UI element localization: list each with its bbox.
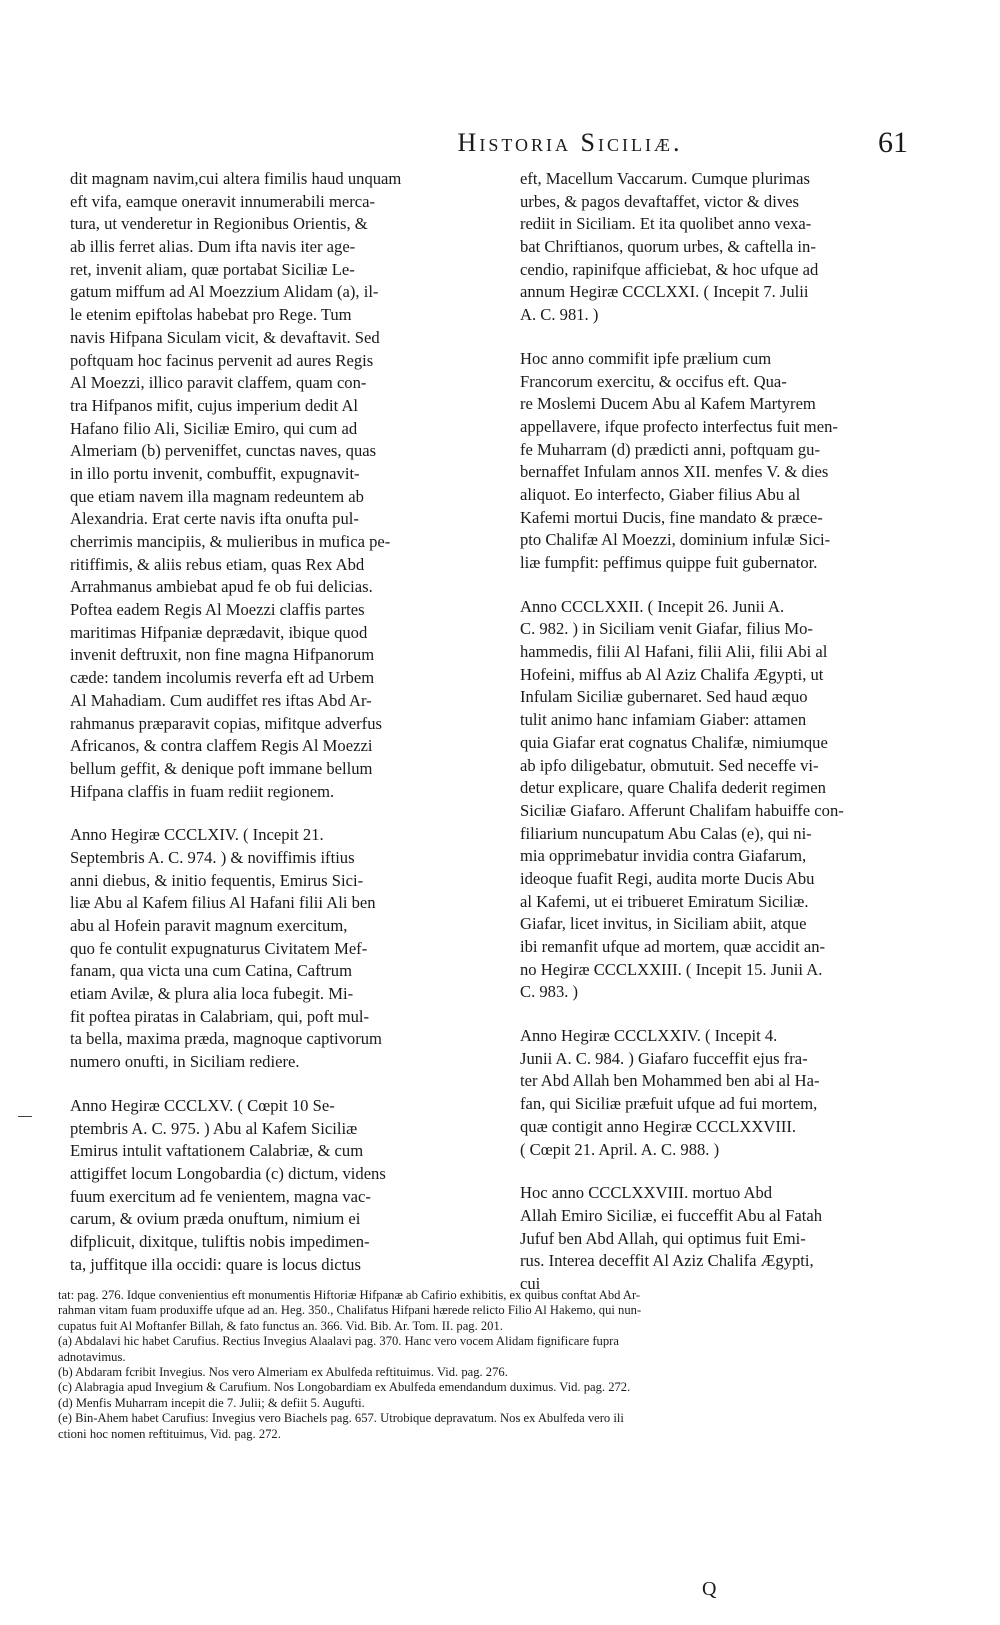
footnote-line: rahman vitam fuam produxiffe ufque ad an. Heg. 350., Chalifatus Hifpani hærede relicto Filio Al Hakemo, qui nun- <box>58 1303 642 1318</box>
page-number: 61 <box>878 126 908 159</box>
text-line: in illo portu invenit, combuffit, expugnavit- <box>70 463 360 483</box>
footnote-line: (c) Alabragia apud Invegium & Carufium. Nos Longobardiam ex Abulfeda emendandum duximus. Vid. pag. 272. <box>58 1380 631 1395</box>
margin-mark <box>18 1116 32 1117</box>
text-line: abu al Hofein paravit magnum exercitum, <box>70 916 348 935</box>
text-line: aliquot. Eo interfecto, Giaber filius Abu al <box>520 484 801 504</box>
text-line: invenit deftruxit, non fine magna Hifpanorum <box>70 645 375 665</box>
text-line: mia opprimebatur invidia contra Giafarum, <box>520 846 807 866</box>
text-line: ptembris A. C. 975. ) Abu al Kafem Siciliæ <box>70 1118 358 1138</box>
text-line: al Kafemi, ut ei tribueret Emiratum Siciliæ. <box>520 891 809 911</box>
text-line: re Moslemi Ducem Abu al Kafem Martyrem <box>520 394 816 414</box>
text-line: ta bella, maxima præda, magnoque captivorum <box>70 1029 382 1049</box>
text-line: Anno Hegiræ CCCLXXIV. ( Incepit 4. <box>520 1026 778 1046</box>
text-line: Hifpana claffis in fuam rediit regionem. <box>70 781 335 801</box>
footnotes-block <box>58 1288 943 1442</box>
text-line: cui <box>520 1273 541 1293</box>
text-line: liæ Abu al Kafem filius Al Hafani filii Ali ben <box>70 893 376 913</box>
footnote-line: cupatus fuit Al Moftanfer Billah, & fato functus an. 366. Vid. Bib. Ar. Tom. II. pag. 201. <box>58 1318 503 1333</box>
text-line: Africanos, & contra claffem Regis Al Moezzi <box>70 736 373 756</box>
text-line: C. 983. ) <box>520 982 579 1002</box>
text-line: Alexandria. Erat certe navis ifta onufta pul- <box>70 509 359 529</box>
text-line: C. 982. ) in Siciliam venit Giafar, filius Mo- <box>520 619 813 639</box>
text-line: ( Cœpit 21. April. A. C. 988. ) <box>520 1139 720 1159</box>
footnote-line: (e) Bin-Ahem habet Carufius: Invegius vero Biachels pag. 657. Utrobique depravatum. Nos ex Abulfeda vero ili <box>58 1411 624 1426</box>
text-line: poftquam hoc facinus pervenit ad aures Regis <box>70 350 374 370</box>
text-line: fit poftea piratas in Calabriam, qui, poft mul- <box>70 1006 370 1026</box>
text-line: fe Muharram (d) prædicti anni, poftquam gu- <box>520 439 820 459</box>
text-line: bernaffet Infulam annos XII. menfes V. & dies <box>520 462 829 482</box>
text-line: no Hegiræ CCCLXXIII. ( Incepit 15. Junii A. <box>520 959 823 979</box>
text-line: Anno Hegiræ CCCLXIV. ( Incepit 21. <box>70 825 324 845</box>
text-line: numero onufti, in Siciliam rediere. <box>70 1052 300 1072</box>
paragraph-gap <box>520 1004 930 1025</box>
text-line: Poftea eadem Regis Al Moezzi claffis partes <box>70 600 365 620</box>
text-line: ideoque fuafit Regi, audita morte Ducis Abu <box>520 868 815 888</box>
text-line: ibi remanfit ufque ad mortem, quæ accidit an- <box>520 937 826 956</box>
text-line: quia Giafar erat cognatus Chalifæ, nimiumque <box>520 732 828 752</box>
text-line: Hafano filio Ali, Siciliæ Emiro, qui cum ad <box>70 418 358 438</box>
text-line: ret, invenit aliam, quæ portabat Siciliæ Le- <box>70 259 355 279</box>
text-line: gatum miffum ad Al Moezzium Alidam (a), il- <box>70 282 379 302</box>
text-line: Arrahmanus ambiebat apud fe ob fui delicias. <box>70 577 373 597</box>
text-line: cherrimis mancipiis, & mulieribus in mufica pe- <box>70 532 391 551</box>
text-line: anni diebus, & initio fequentis, Emirus Sici- <box>70 870 364 890</box>
text-line: rahmanus præparavit copias, mifitque adverfus <box>70 713 382 733</box>
left-text-column <box>70 168 470 1276</box>
paragraph-gap <box>70 1074 470 1095</box>
footnote-line: ctioni hoc nomen reftituimus, Vid. pag. 272. <box>58 1426 281 1441</box>
paragraph-gap <box>520 575 930 596</box>
footnote-line: (d) Menfis Muharram incepit die 7. Julii; & defiit 5. Augufti. <box>58 1395 365 1410</box>
footnote-line: tat: pag. 276. Idque convenientius eft monumentis Hiftoriæ Hifpanæ ab Cafirio exhibitis, ex quibus conftat Abd Ar- <box>58 1288 641 1302</box>
text-line: quo fe contulit expugnaturus Civitatem Mef- <box>70 938 368 958</box>
text-line: Junii A. C. 984. ) Giafaro fucceffit ejus fra- <box>520 1048 808 1068</box>
text-line: fuum exercitum ad fe venientem, magna vac- <box>70 1186 371 1206</box>
text-line: quæ contigit anno Hegiræ CCCLXXVIII. <box>520 1116 797 1136</box>
text-line: etiam Avilæ, & plura alia loca fubegit. Mi- <box>70 984 354 1004</box>
text-line: fanam, qua victa una cum Catina, Caftrum <box>70 961 352 981</box>
text-line: Anno CCCLXXII. ( Incepit 26. Junii A. <box>520 596 785 616</box>
text-line: appellavere, ifque profecto interfectus fuit men- <box>520 416 838 436</box>
paragraph-gap <box>520 1161 930 1182</box>
text-line: ab illis ferret alias. Dum ifta navis iter age- <box>70 237 356 257</box>
text-line: Infulam Siciliæ gubernaret. Sed haud æquo <box>520 687 808 707</box>
text-line: Al Moezzi, illico paravit claffem, quam con- <box>70 373 367 393</box>
text-line: tra Hifpanos mifit, cujus imperium dedit Al <box>70 395 359 415</box>
text-line: attigiffet locum Longobardia (c) dictum, videns <box>70 1163 386 1183</box>
text-line: fan, qui Siciliæ præfuit ufque ad fui mortem, <box>520 1094 818 1114</box>
text-line: Septembris A. C. 974. ) & noviffimis iftius <box>70 847 355 867</box>
text-line: tura, ut venderetur in Regionibus Orientis, & <box>70 214 368 234</box>
footnote-line: adnotavimus. <box>58 1349 126 1364</box>
text-line: Almeriam (b) perveniffet, cunctas naves, quas <box>70 441 377 461</box>
text-line: maritimas Hifpaniæ deprædavit, ibique quod <box>70 622 368 642</box>
text-line: bat Chriftianos, quorum urbes, & caftella in- <box>520 237 816 257</box>
text-line: Siciliæ Giafaro. Afferunt Chalifam habuiffe con- <box>520 800 844 820</box>
text-line: Francorum exercitu, & occifus eft. Qua- <box>520 371 787 391</box>
text-line: que etiam navem illa magnam redeuntem ab <box>70 486 364 506</box>
text-line: pto Chalifæ Al Moezzi, dominium infulæ Sici- <box>520 530 831 550</box>
text-line: ter Abd Allah ben Mohammed ben abi al Ha- <box>520 1071 820 1091</box>
text-line: Allah Emiro Siciliæ, ei fucceffit Abu al Fatah <box>520 1205 823 1225</box>
text-line: Emirus intulit vaftationem Calabriæ, & cum <box>70 1141 364 1161</box>
text-line: Giafar, licet invitus, in Siciliam abiit, atque <box>520 914 807 934</box>
text-line: carum, & ovium præda onuftum, nimium ei <box>70 1209 361 1229</box>
footnote-line: (b) Abdaram fcribit Invegius. Nos vero Almeriam ex Abulfeda reftituimus. Vid. pag. 276. <box>58 1365 508 1380</box>
text-line: cæde: tandem incolumis reverfa eft ad Urbem <box>70 668 375 688</box>
text-line: difplicuit, dixitque, tuliftis nobis impedimen- <box>70 1231 370 1251</box>
text-line: hammedis, filii Al Hafani, filii Alii, filii Abi al <box>520 642 828 662</box>
signature-mark: Q <box>702 1578 717 1600</box>
text-line: ab ipfo diligebatur, obmutuit. Sed neceffe vi- <box>520 755 819 775</box>
text-line: eft vifa, eamque oneravit innumerabili merca- <box>70 191 375 211</box>
footnote-line: (a) Abdalavi hic habet Carufius. Rectius Invegius Alaalavi pag. 370. Hanc vero vocem Alidam fignificare fupra <box>58 1334 619 1349</box>
text-line: detur explicare, quare Chalifa dederit regimen <box>520 778 826 798</box>
text-line: Kafemi mortui Ducis, fine mandato & præce- <box>520 507 823 527</box>
text-line: Anno Hegiræ CCCLXV. ( Cœpit 10 Se- <box>70 1095 335 1115</box>
text-line: dit magnam navim,cui altera fimilis haud unquam <box>70 169 402 188</box>
text-line: Hoc anno commifit ipfe prælium cum <box>520 348 772 368</box>
text-line: ta, juffitque illa occidi: quare is locus dictus <box>70 1254 361 1274</box>
text-line: ritiffimis, & aliis rebus etiam, quas Rex Abd <box>70 554 365 574</box>
text-line: urbes, & pagos devaftaffet, victor & dives <box>520 191 799 211</box>
text-line: Hoc anno CCCLXXVIII. mortuo Abd <box>520 1183 773 1203</box>
paragraph-gap <box>70 803 470 824</box>
text-line: navis Hifpana Siculam vicit, & devaftavit. Sed <box>70 327 380 347</box>
text-line: liæ fumpfit: peffimus quippe fuit gubernator. <box>520 553 818 572</box>
text-line: rediit in Siciliam. Et ita quolibet anno vexa- <box>520 214 812 234</box>
text-line: annum Hegiræ CCCLXXI. ( Incepit 7. Julii <box>520 282 809 302</box>
text-line: Hofeini, miffus ab Al Aziz Chalifa Ægypti, ut <box>520 664 824 684</box>
text-line: tulit animo hanc infamiam Giaber: attamen <box>520 710 807 730</box>
text-line: rus. Interea deceffit Al Aziz Chalifa Ægypti, <box>520 1251 814 1271</box>
text-line: filiarium nuncupatum Abu Calas (e), qui ni- <box>520 823 812 843</box>
text-line: Al Mahadiam. Cum audiffet res iftas Abd Ar- <box>70 690 372 710</box>
text-line: Jufuf ben Abd Allah, qui optimus fuit Emi- <box>520 1228 806 1248</box>
text-line: bellum geffit, & denique poft immane bellum <box>70 758 373 778</box>
text-line: A. C. 981. ) <box>520 305 599 325</box>
text-line: le etenim epiftolas habebat pro Rege. Tum <box>70 305 352 325</box>
paragraph-gap <box>520 327 930 348</box>
right-text-column <box>520 168 930 1296</box>
text-line: eft, Macellum Vaccarum. Cumque plurimas <box>520 169 811 188</box>
running-title: Historia Siciliæ. <box>457 128 683 157</box>
text-line: cendio, rapinifque afficiebat, & hoc ufque ad <box>520 259 819 279</box>
